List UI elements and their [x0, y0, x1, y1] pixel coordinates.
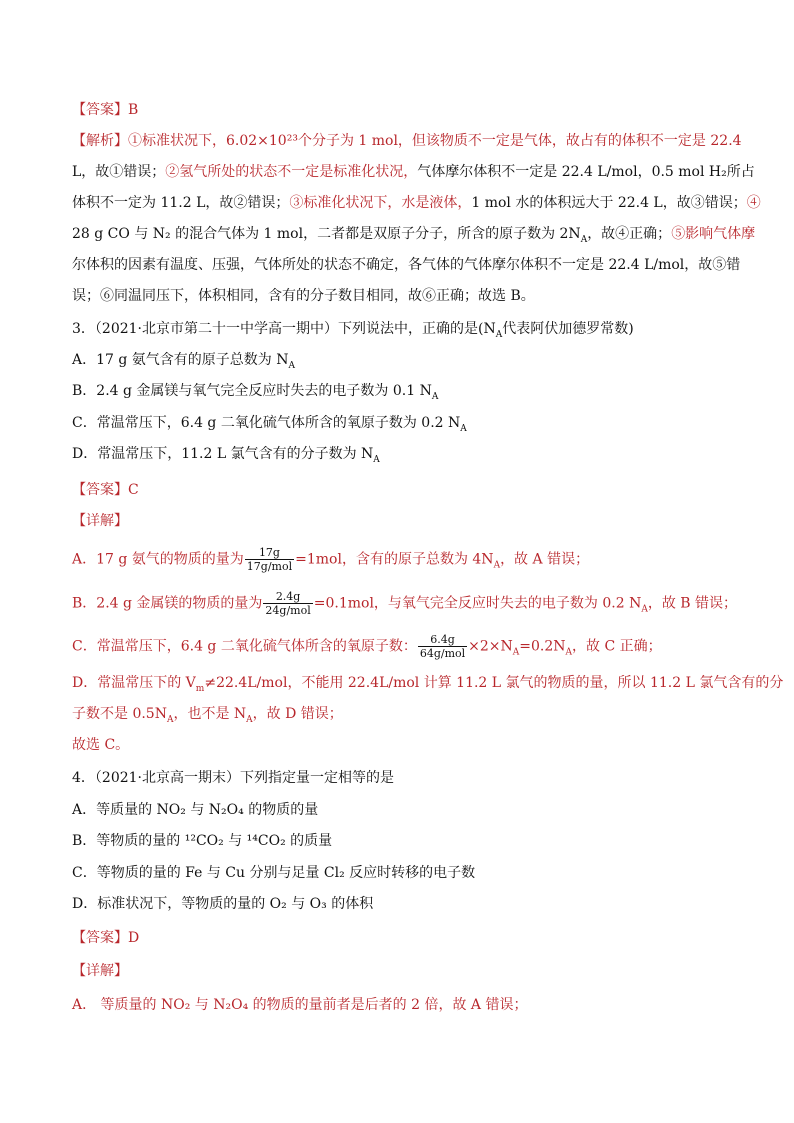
- fraction: [418, 633, 467, 660]
- explain-d-2: [72, 704, 724, 724]
- conclusion-3: [72, 735, 724, 755]
- numerator: 17g: [245, 546, 294, 560]
- q4-option-d: [72, 894, 724, 914]
- explain-text: ，也不是 N: [173, 706, 247, 722]
- subscript: A: [580, 234, 588, 245]
- question-text: 3．（2021·北京市第二十一中学高一期中）下列说法中，正确的是(N: [72, 321, 496, 337]
- q4-option-c: [72, 863, 724, 883]
- analysis-text: 1 mol 水的体积远大于 22.4 L，故③错误；: [471, 195, 747, 211]
- answer-label: [72, 100, 724, 120]
- analysis-label: 【解析】: [72, 133, 128, 149]
- explain-text: ×2×N: [468, 638, 513, 655]
- subscript: A: [512, 647, 520, 658]
- analysis-text: 气体摩尔体积不一定是 22.4 L/mol，0.5 mol H₂所占: [417, 164, 755, 180]
- analysis-text: ④: [746, 195, 761, 211]
- option-text: C．等物质的量的 Fe 与 Cu 分别与足量 Cl₂ 反应时转移的电子数: [72, 865, 476, 881]
- explain-text: D．常温常压下的 V: [72, 675, 196, 691]
- explain-text: 故选 C。: [72, 737, 130, 753]
- detail-label: 【详解】: [72, 963, 128, 979]
- explain-text: =0.1mol，与氧气完全反应时失去的电子数为 0.2 N: [313, 595, 642, 612]
- option-text: D．常温常压下，11.2 L 氯气含有的分子数为 N: [72, 446, 374, 462]
- explain-text: B．2.4 g 金属镁的物质的量为: [72, 595, 263, 612]
- subscript: A: [431, 391, 439, 402]
- option-text: B．等物质的量的 ¹²CO₂ 与 ¹⁴CO₂ 的质量: [72, 833, 333, 849]
- subscript: A: [565, 647, 573, 658]
- question-text: 代表阿伏加德罗常数): [502, 321, 634, 337]
- explain-b: [72, 590, 738, 617]
- subscript: A: [495, 329, 503, 340]
- answer-4: [72, 928, 724, 948]
- option-a: [72, 350, 724, 370]
- denominator: 24g/mol: [265, 604, 311, 617]
- explain-d-1: [72, 673, 784, 694]
- explain-text: ，故 C 正确；: [572, 638, 662, 655]
- fraction: [263, 590, 312, 617]
- detail-label-3: [72, 511, 724, 531]
- denominator: 64g/mol: [419, 647, 466, 660]
- explain-4a: [72, 995, 724, 1015]
- option-b: [72, 381, 724, 401]
- subscript: A: [641, 604, 648, 615]
- explain-text: A．17 g 氨气的物质的量为: [72, 551, 244, 568]
- subscript: A: [460, 423, 467, 434]
- explain-text: ，故 D 错误；: [252, 706, 343, 722]
- analysis-line-1: [72, 131, 742, 151]
- analysis-line-3: [72, 193, 761, 213]
- explain-text: C．常温常压下，6.4 g 二氧化硫气体所含的氧原子数：: [72, 638, 417, 655]
- analysis-text: L，故①错误；: [72, 164, 166, 180]
- analysis-text: ⑤影响气体摩: [671, 226, 756, 242]
- answer-text: 【答案】B: [72, 102, 139, 118]
- analysis-line-6: [72, 286, 724, 306]
- option-text: A．17 g 氨气含有的原子总数为 N: [72, 352, 289, 368]
- analysis-text: ③标准化状况下，水是液体，: [289, 195, 472, 211]
- q4-option-b: [72, 831, 724, 851]
- numerator: 6.4g: [418, 633, 467, 647]
- explain-c: [72, 633, 724, 660]
- fraction: [245, 546, 294, 573]
- explain-text: 子数不是 0.5N: [72, 706, 167, 722]
- option-text: C．常温常压下，6.4 g 二氧化硫气体所含的氧原子数为 0.2 N: [72, 415, 461, 431]
- answer-3: [72, 480, 724, 500]
- question-4: [72, 768, 724, 788]
- explain-text: ，故 B 错误；: [647, 595, 738, 612]
- option-d: [72, 444, 724, 464]
- analysis-line-2: [72, 162, 755, 182]
- subscript: A: [246, 714, 253, 725]
- explain-text: =0.2N: [519, 638, 566, 655]
- explain-a: [72, 546, 724, 573]
- option-c: [72, 413, 724, 433]
- subscript: A: [373, 454, 380, 465]
- analysis-text: 体积不一定为 11.2 L，故②错误；: [72, 195, 290, 211]
- analysis-text: ，故④正确；: [587, 226, 672, 242]
- analysis-text: 28 g CO 与 N₂ 的混合气体为 1 mol，二者都是双原子分子，所含的原子数为 2N: [72, 226, 581, 242]
- numerator: 2.4g: [263, 590, 312, 604]
- explain-text: =1mol，含有的原子总数为 4N: [295, 551, 494, 568]
- subscript: A: [166, 714, 174, 725]
- answer-text: 【答案】D: [72, 930, 140, 946]
- analysis-text: ①标准状况下，6.02×10²³个分子为 1 mol，但该物质不一定是气体，故占有的体积不一定是 22.4: [128, 133, 742, 149]
- analysis-text: ②氢气所处的状态不一定是标准化状况，: [165, 164, 418, 180]
- question-3: [72, 319, 724, 339]
- explain-text: ≠22.4L/mol，不能用 22.4L/mol 计算 11.2 L 氯气的物质的量，所以 11.2 L 氯气含有的分: [204, 675, 784, 691]
- detail-label-4: [72, 961, 724, 981]
- analysis-text: 尔体积的因素有温度、压强，气体所处的状态不确定，各气体的气体摩尔体积不一定是 22.4 L/mol，故⑤错: [72, 257, 741, 273]
- subscript: A: [288, 360, 295, 371]
- answer-text: 【答案】C: [72, 482, 139, 498]
- analysis-line-5: [72, 255, 741, 275]
- analysis-line-4: [72, 224, 756, 245]
- option-text: A．等质量的 NO₂ 与 N₂O₄ 的物质的量: [72, 802, 319, 818]
- question-text: 4．（2021·北京高一期末）下列指定量一定相等的是: [72, 770, 394, 786]
- explain-text: ，故 A 错误；: [500, 551, 590, 568]
- explain-text: A． 等质量的 NO₂ 与 N₂O₄ 的物质的量前者是后者的 2 倍，故 A 错误；: [72, 997, 528, 1013]
- subscript: m: [195, 683, 205, 694]
- denominator: 17g/mol: [246, 560, 293, 573]
- q4-option-a: [72, 800, 724, 820]
- option-text: B．2.4 g 金属镁与氧气完全反应时失去的电子数为 0.1 N: [72, 383, 432, 399]
- analysis-text: 误；⑥同温同压下，体积相同，含有的分子数目相同，故⑥正确；故选 B。: [72, 288, 535, 304]
- detail-label: 【详解】: [72, 513, 128, 529]
- option-text: D．标准状况下，等物质的量的 O₂ 与 O₃ 的体积: [72, 896, 374, 912]
- subscript: A: [493, 560, 501, 571]
